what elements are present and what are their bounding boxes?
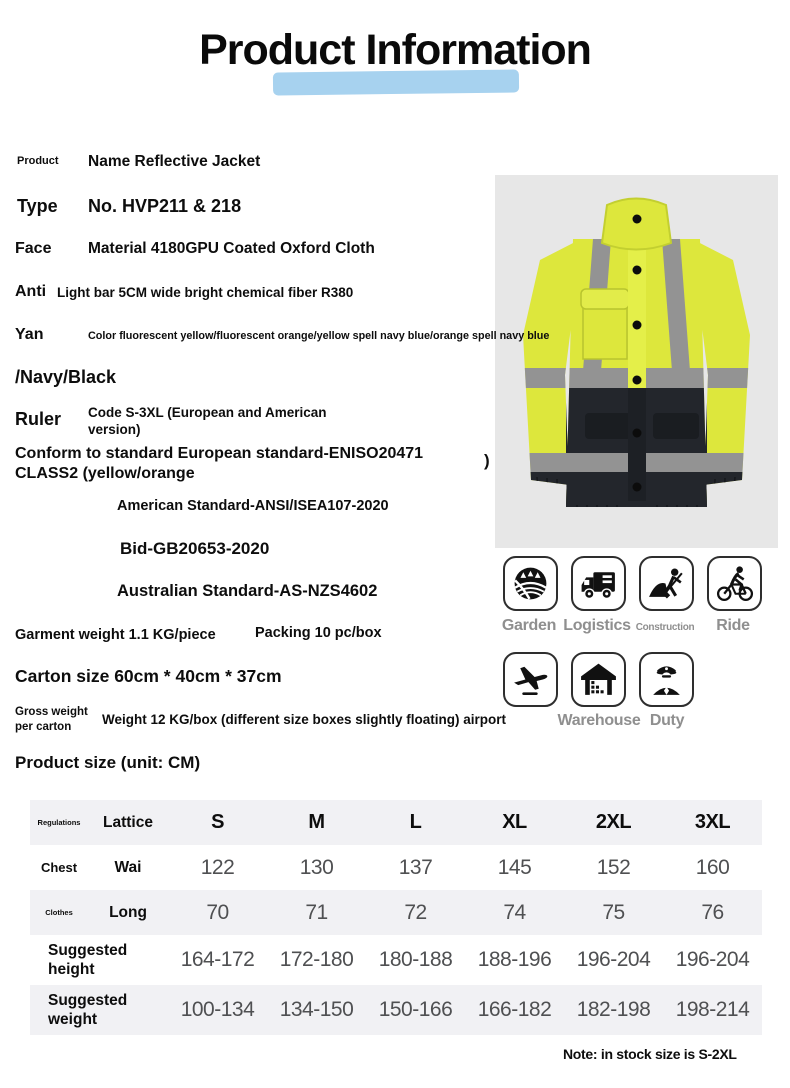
size-table-header-row — [30, 800, 762, 845]
height-l: 180-188 — [378, 948, 453, 971]
spec-carton-size: Carton size 60cm * 40cm * 37cm — [15, 666, 282, 686]
chest-3xl: 160 — [695, 855, 730, 879]
weight-2xl: 182-198 — [576, 998, 651, 1021]
row-length-label: Long — [109, 903, 147, 921]
size-table — [30, 800, 762, 1035]
garden-icon — [503, 556, 558, 611]
spec-value-navy-black: /Navy/Black — [15, 367, 117, 387]
police-duty-icon — [639, 652, 694, 707]
logistics-icon — [571, 556, 626, 611]
chest-m: 130 — [299, 855, 334, 879]
spec-label-product: Product — [17, 155, 59, 167]
product-size-heading: Product size (unit: CM) — [15, 753, 201, 772]
weight-m: 134-150 — [279, 998, 354, 1021]
warehouse-icon-label: Warehouse — [557, 712, 641, 729]
page-title: Product Information — [199, 26, 591, 74]
logistics-icon-label: Logistics — [563, 617, 631, 634]
height-3xl: 196-204 — [675, 948, 750, 971]
police-duty-icon-label: Duty — [649, 712, 685, 729]
chest-s: 122 — [200, 855, 235, 879]
row-length-tiny-label: Clothes — [45, 908, 73, 917]
length-s: 70 — [206, 900, 229, 924]
spec-label-type: Type — [17, 196, 58, 216]
length-xl: 74 — [503, 900, 526, 924]
header-tiny-label: Regulations — [37, 818, 81, 827]
chest-l: 137 — [398, 855, 433, 879]
spec-label-face: Face — [15, 240, 52, 257]
height-2xl: 196-204 — [576, 948, 651, 971]
length-m: 71 — [305, 900, 328, 924]
chest-2xl: 152 — [596, 855, 631, 879]
row-chest-tiny-label: Chest — [40, 860, 78, 875]
size-col-3xl: 3XL — [694, 811, 731, 833]
size-col-m: M — [308, 811, 325, 833]
size-col-xl: XL — [502, 811, 527, 833]
spec-label-yan: Yan — [15, 326, 44, 343]
warehouse-icon — [571, 652, 626, 707]
row-height-label: Suggested height — [48, 941, 128, 978]
length-2xl: 75 — [602, 900, 625, 924]
header-label: Lattice — [103, 813, 153, 831]
spec-garment-weight: Garment weight 1.1 KG/piece — [15, 627, 216, 643]
ride-icon-label: Ride — [716, 617, 750, 634]
garden-icon-label: Garden — [501, 617, 557, 634]
ride-icon — [707, 556, 762, 611]
spec-value-face-material: Material 4180GPU Coated Oxford Cloth — [88, 240, 375, 257]
weight-l: 150-166 — [378, 998, 453, 1021]
spec-value-type-no: No. HVP211 & 218 — [88, 196, 242, 216]
construction-icon-label: Construction — [635, 622, 695, 633]
page-title-wrap — [0, 26, 790, 75]
spec-value-size-code: Code S-3XL (European and American version) — [88, 405, 327, 437]
construction-icon — [639, 556, 694, 611]
airplane-icon — [503, 652, 558, 707]
spec-american-standard: American Standard-ANSI/ISEA107-2020 — [117, 498, 389, 514]
chest-xl: 145 — [497, 855, 532, 879]
table-row-suggested-height — [30, 935, 762, 985]
size-col-s: S — [211, 811, 224, 833]
spec-value-light-bar: Light bar 5CM wide bright chemical fiber R380 — [57, 285, 354, 300]
weight-3xl: 198-214 — [675, 998, 750, 1021]
spec-australian-standard: Australian Standard-AS-NZS4602 — [117, 582, 378, 600]
spec-packing: Packing 10 pc/box — [255, 625, 382, 641]
size-col-l: L — [409, 811, 422, 833]
weight-xl: 166-182 — [477, 998, 552, 1021]
spec-label-anti: Anti — [15, 283, 47, 300]
spec-conform-standard: Conform to standard European standard-ENISO20471 CLASS2 (yellow/orange — [15, 445, 424, 482]
height-s: 164-172 — [180, 948, 255, 971]
spec-value-colors: Color fluorescent yellow/fluorescent orange/yellow spell navy blue/orange spell navy blue — [88, 330, 550, 342]
table-row-suggested-weight — [30, 985, 762, 1035]
spec-label-ruler: Ruler — [15, 409, 62, 429]
length-l: 72 — [404, 900, 427, 924]
height-xl: 188-196 — [477, 948, 552, 971]
spec-value-gross-weight: Weight 12 KG/box (different size boxes slightly floating) airport — [102, 712, 507, 727]
table-row-chest — [30, 845, 762, 890]
size-col-2xl: 2XL — [595, 811, 632, 833]
spec-label-gross-weight: Gross weight per carton — [15, 706, 88, 733]
row-chest-label: Wai — [114, 858, 142, 876]
table-row-length — [30, 890, 762, 935]
spec-bid-standard: Bid-GB20653-2020 — [120, 539, 270, 558]
spec-conform-paren: ) — [484, 451, 490, 470]
stock-note: Note: in stock size is S-2XL — [563, 1046, 737, 1062]
reflective-jacket-illustration — [495, 175, 778, 548]
spec-value-product-name: Name Reflective Jacket — [88, 153, 261, 170]
row-weight-label: Suggested weight — [48, 991, 128, 1028]
jacket-product-image — [495, 175, 778, 548]
length-3xl: 76 — [701, 900, 724, 924]
height-m: 172-180 — [279, 948, 354, 971]
weight-s: 100-134 — [180, 998, 255, 1021]
